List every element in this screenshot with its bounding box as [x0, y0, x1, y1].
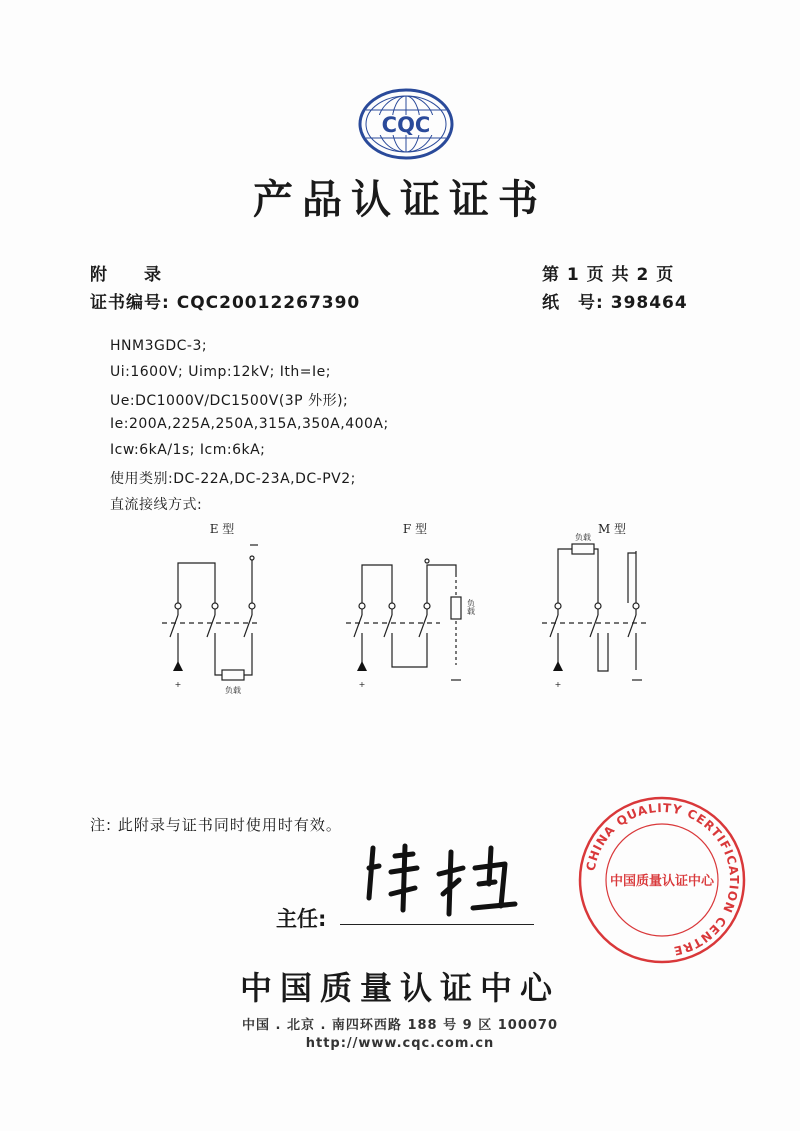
director-label: 主任: [276, 907, 327, 931]
load-label-f: 负载 [466, 599, 476, 615]
plus-m: + [554, 680, 562, 689]
spec-line-voltage: Ue:DC1000V/DC1500V(3P 外形); [110, 393, 349, 409]
diagram-label-e: E 型 [209, 522, 235, 536]
issuer-address: 中国 . 北京 . 南四环西路 188 号 9 区 100070 [241, 1018, 559, 1033]
cert-number: CQC20012267390 [176, 293, 361, 313]
paper-number-row [542, 288, 688, 313]
cqc-logo [356, 86, 456, 162]
plus-terminal-e [173, 661, 183, 671]
seal-inner-text: 中国质量认证中心 [609, 874, 715, 889]
paper-number-label: 纸 号: [542, 293, 604, 313]
load-label-e: 负载 [225, 686, 241, 695]
spec-line-wiring: 直流接线方式: [110, 497, 203, 513]
wiring-diagram [140, 515, 680, 700]
plus-terminal-m [553, 661, 563, 671]
plus-f: + [358, 680, 366, 689]
spec-line-withstand: Icw:6kA/1s; Icm:6kA; [110, 442, 266, 458]
plus-e: + [174, 680, 182, 689]
cert-number-label: 证书编号: [90, 293, 170, 313]
cqc-seal [577, 795, 747, 965]
signature-line [340, 924, 534, 925]
spec-line-insulation: Ui:1600V; Uimp:12kV; Ith=Ie; [110, 364, 331, 380]
cert-number-row [90, 288, 360, 313]
page-info: 第 1 页 共 2 页 [542, 265, 675, 285]
issuer-url[interactable]: http://www.cqc.com.cn [305, 1036, 495, 1051]
appendix-label: 附 录 [90, 265, 162, 285]
load-label-m: 负载 [575, 533, 591, 542]
logo-text: CQC [381, 113, 431, 137]
director-signature [355, 838, 535, 922]
paper-number: 398464 [610, 293, 688, 313]
spec-line-current: Ie:200A,225A,250A,315A,350A,400A; [110, 416, 389, 432]
diagram-label-f: F 型 [402, 522, 428, 536]
plus-terminal-f [357, 661, 367, 671]
seal-ring-text: CHINA QUALITY CERTIFICATION CENTRE [583, 800, 742, 959]
diagram-label-m: M 型 [597, 522, 627, 536]
issuer-name: 中国质量认证中心 [239, 969, 560, 1007]
certificate-title: 产品认证证书 [253, 177, 547, 223]
validity-note: 注: 此附录与证书同时使用时有效。 [90, 816, 342, 834]
spec-line-category: 使用类别:DC-22A,DC-23A,DC-PV2; [110, 471, 356, 487]
spec-line-model: HNM3GDC-3; [110, 338, 208, 354]
